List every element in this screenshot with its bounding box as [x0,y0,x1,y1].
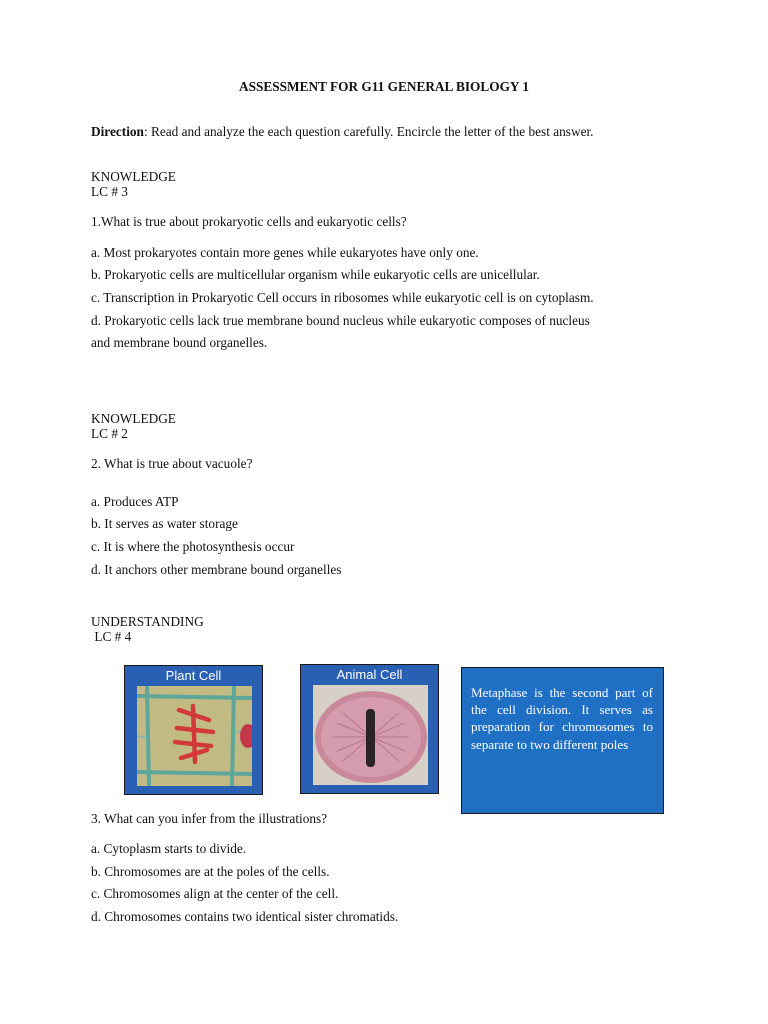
question-2-option-d: d. It anchors other membrane bound organelles [91,562,342,577]
question-1-option-a: a. Most prokaryotes contain more genes while eukaryotes have only one. [91,245,479,260]
section-1-category: KNOWLEDGE [91,169,176,184]
question-3-option-c: c. Chromosomes align at the center of the cell. [91,886,339,901]
question-2-option-c: c. It is where the photosynthesis occur [91,539,295,554]
question-1: 1.What is true about prokaryotic cells and eukaryotic cells? [91,214,407,229]
question-2-option-a: a. Produces ATP [91,494,179,509]
plant-cell-label: Plant Cell [165,668,222,683]
question-3-option-a: a. Cytoplasm starts to divide. [91,841,247,856]
question-1-option-b: b. Prokaryotic cells are multicellular organism while eukaryotic cells are unicellular. [91,267,540,282]
page-title: ASSESSMENT FOR G11 GENERAL BIOLOGY 1 [238,79,530,94]
question-1-option-c: c. Transcription in Prokaryotic Cell occurs in ribosomes while eukaryotic cell is on cytoplasm. [91,290,594,305]
section-1-lc: LC # 3 [91,184,128,199]
question-2: 2. What is true about vacuole? [91,456,253,471]
direction-text: : Read and analyze the each question carefully. Encircle the letter of the best answer. [143,124,594,139]
section-2-lc: LC # 2 [91,426,128,441]
section-2-category: KNOWLEDGE [91,411,176,426]
question-2-option-b: b. It serves as water storage [91,516,238,531]
plant-cell-figure [124,665,263,795]
question-3-option-b: b. Chromosomes are at the poles of the cells. [91,864,330,879]
question-1-option-d-continued: and membrane bound organelles. [91,335,268,350]
section-3-lc: LC # 4 [91,629,132,644]
animal-cell-label: Animal Cell [336,667,403,682]
question-1-option-d: d. Prokaryotic cells lack true membrane bound nucleus while eukaryotic composes of nucleus [91,313,590,328]
animal-cell-micrograph [313,685,428,785]
direction-label: Direction [91,124,144,139]
direction-line [91,124,594,140]
animal-cell-figure [300,664,439,794]
plant-cell-micrograph [137,686,252,786]
section-3-category: UNDERSTANDING [91,614,204,629]
question-3: 3. What can you infer from the illustrations? [91,811,328,826]
question-3-option-d: d. Chromosomes contains two identical sister chromatids. [91,909,399,924]
metaphase-note: Metaphase is the second part of the cell division. It serves as preparation for chromosomes to separate to two different poles [461,667,664,814]
